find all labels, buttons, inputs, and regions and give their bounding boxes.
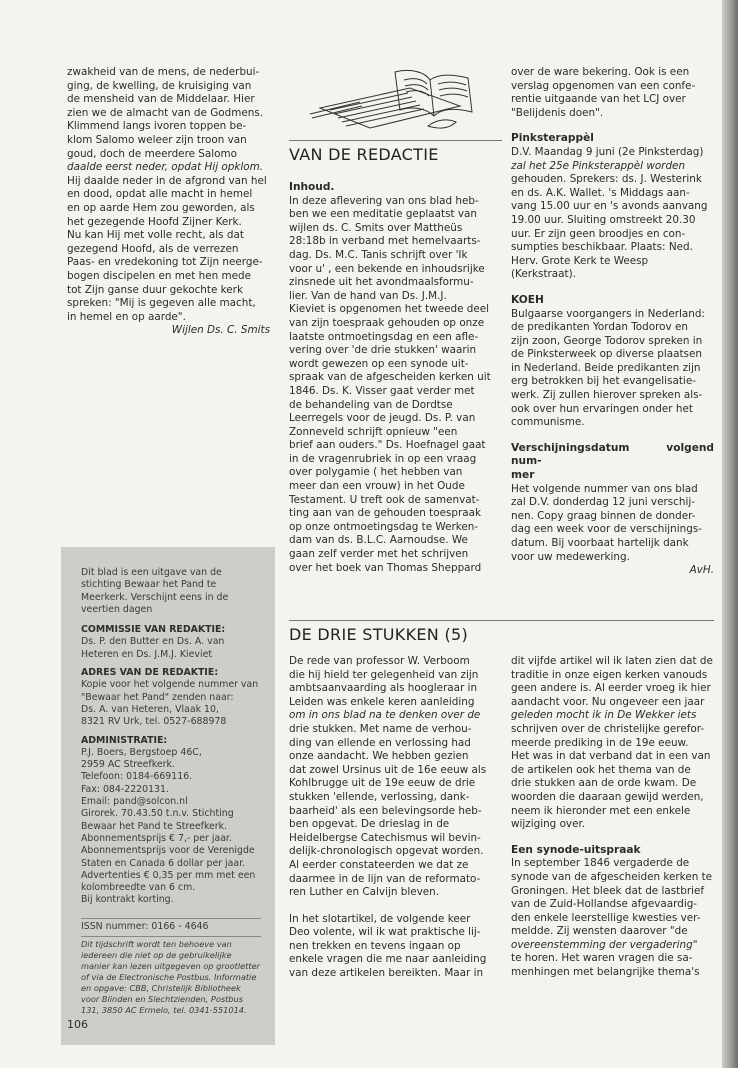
text-line: tot Zijn ganse duur gekochte kerk: [67, 283, 243, 296]
text-line: communisme.: [511, 416, 585, 429]
text-line: erg betrokken bij het evangelisatie-: [511, 375, 696, 388]
text-line: Testament. U treft ook de samenvat-: [289, 493, 480, 506]
adres-text: Kopie voor het volgende nummer van "Bewaar het Pand" zenden naar:: [81, 679, 259, 703]
text-line: Kohlbrugge uit de 19e eeuw de drie: [289, 777, 476, 790]
stukken-right-column: [511, 655, 714, 980]
text-line: Bij kontrakt korting.: [81, 894, 174, 906]
admin-lines: [81, 747, 261, 907]
colophon-footnote: Dit tijdschrift wordt ten behoeve van iedereen die niet op de gebruikelijke manier kan lezen uitgegeven op grootletter of via de Electronische Postbus. Informatie en opgave: CBB, Christelijk Bibliotheek voor Blinden en Slechtzienden, Postbus 131, 3850 AC Ermelo, tel. 0341-551014.: [81, 939, 261, 1016]
synode-heading: Een synode-uitspraak: [511, 843, 641, 856]
text-line: P.J. Boers, Bergstoep 46C,: [81, 746, 202, 758]
text-line: (Kerkstraat).: [511, 268, 576, 281]
text-line: 1846. Ds. K. Visser gaat verder met: [289, 384, 475, 397]
text-line: op onze ontmoetingsdag te Werken-: [289, 520, 479, 533]
text-line: zal D.V. donderdag 12 juni verschij-: [511, 496, 695, 509]
colophon-intro: Dit blad is een uitgave van de stichting Bewaar het Pand te Meerkerk. Verschijnt eens in de veertien dagen: [81, 567, 229, 615]
text-line: Groningen. Het bleek dat de lastbrief: [511, 884, 705, 897]
text-line: laatste ontmoetingsdag en een afle-: [289, 330, 479, 343]
spacer: [511, 430, 714, 442]
text-line: dam van ds. B.L.C. Aarnoudse. We: [289, 534, 468, 547]
text-line: wijlen ds. C. Smits over Mattheüs: [289, 221, 463, 234]
text-line: lier. Van de hand van Ds. J.M.J.: [289, 289, 447, 302]
text-line: verslag opgenomen van een confe-: [511, 79, 696, 92]
text-line: zinsnede uit het avondmaalsformu-: [289, 276, 474, 289]
text-line: over het boek van Thomas Sheppard: [289, 561, 482, 574]
text-line: In het slotartikel, de volgende keer: [289, 912, 471, 925]
adres-name: Ds. A. van Heteren, Vlaak 10,: [81, 703, 219, 715]
text-line: Deo volente, wil ik wat praktische lij-: [289, 926, 481, 939]
text-line: Email: pand@solcon.nl: [81, 796, 188, 808]
text-line: 28:18b in verband met hemelvaarts-: [289, 235, 481, 248]
text-line: nen trekken en tevens ingaan op: [289, 939, 461, 952]
text-line: enkele vragen die me naar aanleiding: [289, 953, 487, 966]
text-line: drie stukken. Met name de verhou-: [289, 722, 472, 735]
text-line: ben opgevat. De drieslag in de: [289, 818, 450, 831]
text-line: vering over 'de drie stukken' waarin: [289, 344, 477, 357]
text-line: traditie in onze eigen kerken vanouds: [511, 668, 708, 681]
text-line: De rede van professor W. Verboom: [289, 655, 470, 667]
text-line: Hij daalde neder in de afgrond van hel: [67, 174, 267, 187]
verschijningsdatum-heading: Verschijningsdatum volgend num-: [511, 441, 714, 468]
announcements-column: [511, 66, 714, 578]
text-line: woorden die daaraan gewijd werden,: [511, 790, 704, 803]
text-line: spreken: "Mij is gegeven alle macht,: [67, 297, 256, 310]
spacer: [511, 282, 714, 294]
text-line: bogen discipelen en met hen mede: [67, 269, 252, 282]
text-line: te horen. Het waren vragen die sa-: [511, 952, 693, 965]
text-line: zwakheid van de mens, de nederbui-: [67, 66, 260, 78]
text-line: Abonnementsprijs € 7,- per jaar.: [81, 832, 232, 844]
text-line: van deze artikelen bereikten. Maar in: [289, 967, 484, 980]
redactie-heading: COMMISSIE VAN REDAKTIE:: [81, 624, 226, 636]
text-line: ting aan van de gehouden toespraak: [289, 507, 482, 520]
spacer: [289, 900, 497, 913]
page-number: 106: [67, 1018, 88, 1031]
spacer: [511, 120, 714, 132]
text-line: onze aandacht. We hebben gezien: [289, 750, 469, 763]
text-line: neem ik hieronder met een enkele: [511, 804, 691, 817]
pinksterappel-heading: Pinksterappèl: [511, 132, 594, 145]
text-line: 19.00 uur. Sluiting omstreekt 20.30: [511, 213, 696, 226]
text-line: Het was in dat verband dat in een van: [511, 750, 711, 763]
text-line: "Belijdenis doen".: [511, 106, 604, 119]
text-line: baarheid' als een belevingsorde heb-: [289, 804, 482, 817]
text-line: en ds. A.K. Wallet. 's Middags aan-: [511, 186, 690, 199]
text-line: die hij hield ter gelegenheid van zijn: [289, 668, 479, 681]
verschijningsdatum-heading: mer: [511, 469, 535, 482]
text-line: Fax: 084-2220131.: [81, 783, 169, 795]
text-line: dit vijfde artikel wil ik laten zien dat de: [511, 655, 713, 667]
stukken-title: DE DRIE STUKKEN (5): [289, 620, 714, 644]
text-line: overeenstemming der vergadering": [511, 938, 698, 951]
text-line: Girorek. 70.43.50 t.n.v. Stichting Bewaar het Pand te Streefkerk.: [81, 808, 234, 832]
text-line: zal het 25e Pinksterappèl worden: [511, 159, 686, 172]
text-line: den enkele leerstellige kwesties ver-: [511, 911, 701, 924]
text-line: zijn zoon, George Todorov spreken in: [511, 334, 703, 347]
text-line: Paas- en vredekoning tot Zijn neerge-: [67, 256, 263, 269]
text-line: om in ons blad na te denken over de: [289, 709, 481, 722]
text-line: over de ware bekering. Ook is een: [511, 66, 690, 78]
text-line: ambtsaanvaarding als hoogleraar in: [289, 682, 478, 695]
text-line: Kieviet is opgenomen het tweede deel: [289, 303, 490, 316]
text-line: spraak van de afgescheiden kerken uit: [289, 371, 491, 384]
adres-heading: ADRES VAN DE REDAKTIE:: [81, 667, 219, 679]
text-line: van de Zuid-Hollandse afgevaardig-: [511, 898, 698, 911]
text-line: en op aarde Hem zou geworden, als: [67, 201, 255, 214]
redactie-members: Ds. P. den Butter en Ds. A. van Heteren en Ds. J.M.J. Kieviet: [81, 636, 225, 660]
text-line: ging, de kwelling, de kruisiging van: [67, 79, 252, 92]
text-line: gehouden. Sprekers: ds. J. Westerink: [511, 173, 702, 186]
text-line: ben we een meditatie geplaatst van: [289, 208, 478, 221]
text-line: meer dan een vrouw) in het Oude: [289, 480, 465, 493]
text-line: ding van ellende en verlossing had: [289, 736, 471, 749]
text-line: de behandeling van de Dordtse: [289, 398, 453, 411]
text-line: Heidelbergse Catechismus wil bevin-: [289, 831, 481, 844]
stukken-left-column: [289, 655, 497, 981]
text-line: Zonneveld schrijft opnieuw "een: [289, 425, 458, 438]
text-line: wordt gewezen op een synode uit-: [289, 357, 469, 370]
text-line: werk. Zij zullen hierover spreken als-: [511, 389, 703, 402]
redactie-column: [289, 181, 497, 575]
koeh-heading: KOEH: [511, 293, 544, 306]
text-line: synode van de afgescheiden kerken te: [511, 870, 713, 883]
text-line: Al eerder constateerden we dat ze: [289, 858, 469, 871]
text-line: Het volgende nummer van ons blad: [511, 482, 698, 495]
divider: [81, 918, 261, 919]
text-line: ook over hun ervaringen onder het: [511, 402, 693, 415]
spacer: [511, 832, 714, 844]
text-line: datum. Bij voorbaat hartelijk dank: [511, 537, 689, 549]
text-line: Klimmend langs ivoren toppen be-: [67, 120, 247, 133]
admin-heading: ADMINISTRATIE:: [81, 734, 168, 746]
text-line: nen. Copy graag binnen de donder-: [511, 509, 696, 522]
text-line: zien we de almacht van de Godmens.: [67, 106, 264, 119]
text-line: het gezegende Hoofd Zijner Kerk.: [67, 215, 242, 228]
book-illustration: [300, 66, 490, 136]
text-line: geleden mocht ik in De Wekker iets: [511, 709, 697, 722]
text-line: drie stukken aan de orde kwam. De: [511, 777, 697, 790]
text-line: in Nederland. Beide predikanten zijn: [511, 361, 701, 374]
text-line: ren Luther en Calvijn bleven.: [289, 886, 440, 899]
text-line: Advertenties € 0,35 per mm met een kolombreedte van 6 cm.: [81, 869, 256, 894]
text-line: uur. Er zijn geen broodjes en con-: [511, 227, 686, 240]
text-line: voor u' , een bekende en inhoudsrijke: [289, 262, 485, 275]
text-line: van zijn toespraak gehouden op onze: [289, 316, 485, 329]
text-line: 2959 AC Streefkerk.: [81, 759, 175, 771]
divider: [81, 936, 261, 937]
text-line: Leerregels voor de jeugd. Ds. P. van: [289, 412, 476, 425]
text-line: schrijven over de christelijke gerefor-: [511, 722, 705, 735]
text-line: klom Salomo weleer zijn troon van: [67, 133, 247, 146]
text-line: Abonnementsprijs voor de Verenigde Staten en Canada 6 dollar per jaar.: [81, 845, 255, 869]
redactie-title: VAN DE REDACTIE: [289, 140, 502, 164]
text-line: Nu kan Hij met volle recht, als dat: [67, 229, 244, 242]
text-line: In september 1846 vergaderde de: [511, 857, 690, 870]
text-line: Herv. Grote Kerk te Weesp: [511, 254, 649, 267]
text-line: de Pinksterweek op diverse plaatsen: [511, 348, 702, 361]
text-line: over polygamie ( het hebben van: [289, 466, 463, 479]
text-line: daalde eerst neder, opdat Hij opklom.: [67, 161, 264, 174]
meditation-column: [67, 66, 270, 338]
page-edge: [722, 0, 738, 1068]
text-line: de mensheid van de Middelaar. Hier: [67, 93, 255, 106]
text-line: gezegend Hoofd, als de verrezen: [67, 242, 239, 255]
text-line: Bulgaarse voorgangers in Nederland:: [511, 307, 705, 320]
adres-city: 8321 RV Urk, tel. 0527-688978: [81, 716, 227, 728]
text-line: brief aan ouders." Ds. Hoefnagel gaat: [289, 439, 486, 452]
text-line: D.V. Maandag 9 juni (2e Pinksterdag): [511, 145, 704, 158]
text-line: gaan zelf verder met het schrijven: [289, 548, 469, 561]
text-line: goud, doch de meerdere Salomo: [67, 147, 237, 160]
text-line: delijk-chronologisch opgevat worden.: [289, 845, 484, 858]
text-line: in hemel en op aarde".: [67, 310, 186, 323]
text-line: aandacht voor. Nu ongeveer een jaar: [511, 695, 705, 708]
initials: AvH.: [689, 564, 714, 577]
text-line: daarmee in de lijn van de reformato-: [289, 872, 481, 885]
issn: ISSN nummer: 0166 - 4646: [81, 920, 209, 932]
text-line: geen andere is. Al eerder vroeg ik hier: [511, 682, 711, 695]
text-line: meldde. Zij wensten daarover "de: [511, 925, 688, 938]
text-line: sumpties beschikbaar. Plaats: Ned.: [511, 241, 693, 254]
text-line: In deze aflevering van ons blad heb-: [289, 194, 479, 207]
text-line: vang 15.00 uur en 's avonds aanvang: [511, 200, 708, 213]
text-line: dat zowel Ursinus uit de 16e eeuw als: [289, 763, 487, 776]
inhoud-heading: Inhoud.: [289, 181, 335, 193]
text-line: meerde prediking in de 19e eeuw.: [511, 736, 689, 749]
text-line: dag een week voor de verschijnings-: [511, 523, 702, 536]
text-line: Telefoon: 0184-669116.: [81, 771, 193, 783]
text-line: voor uw medewerking.: [511, 550, 630, 563]
text-line: de artikelen ook het thema van de: [511, 763, 691, 776]
text-line: de predikanten Yordan Todorov en: [511, 321, 688, 334]
colophon: [81, 567, 261, 1016]
text-line: menhingen met belangrijke thema's: [511, 966, 700, 979]
text-line: wijziging over.: [511, 818, 586, 831]
text-line: in de vragenrubriek in op een vraag: [289, 452, 477, 465]
text-line: en dood, opdat alle macht in hemel: [67, 188, 253, 201]
text-line: stukken 'ellende, verlossing, dank-: [289, 790, 470, 803]
text-line: Leiden was enkele keren aanleiding: [289, 695, 475, 708]
text-line: dag. Ds. M.C. Tanis schrijft over 'Ik: [289, 248, 468, 261]
text-line: rentie uitgaande van het LCJ over: [511, 93, 686, 106]
signature: Wijlen Ds. C. Smits: [171, 324, 270, 337]
